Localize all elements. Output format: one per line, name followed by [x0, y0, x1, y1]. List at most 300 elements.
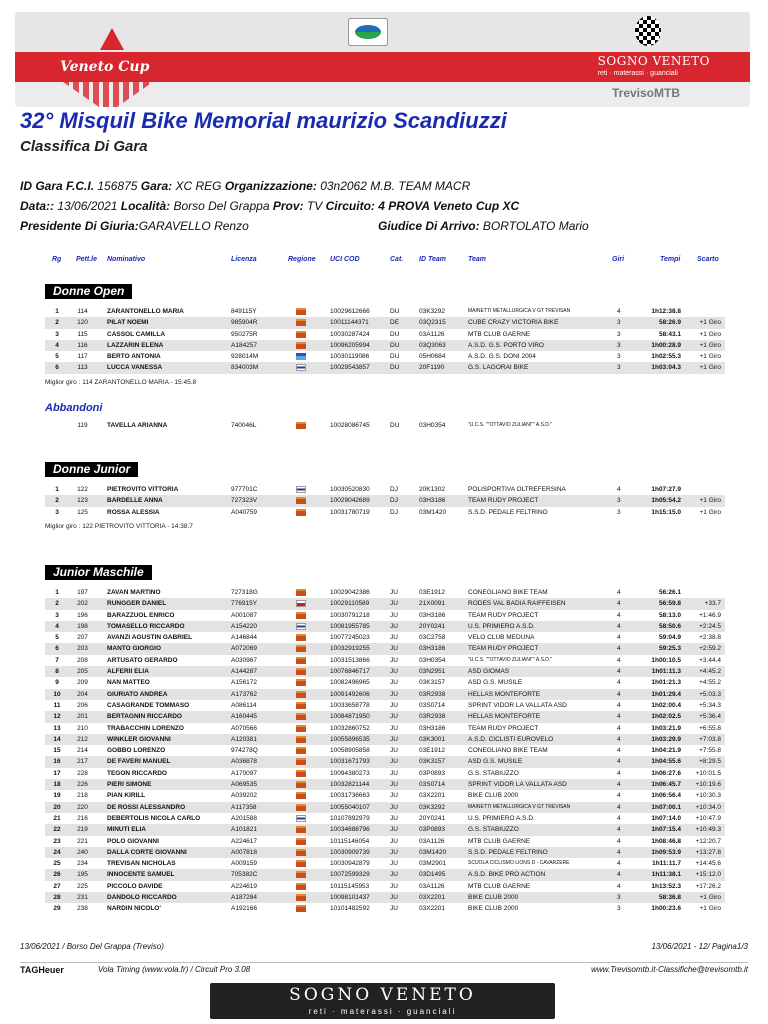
laps-cell: 4: [617, 860, 621, 868]
region-flag-icon: [296, 623, 306, 630]
category-cell: JU: [390, 769, 398, 777]
table-row: [45, 621, 725, 632]
region-flag-icon: [296, 736, 306, 743]
bib-cell: 122: [77, 486, 88, 493]
team-cell: A.S.D. BIKE PRO ACTION: [468, 871, 546, 879]
name-cell: BARAZZUOL ENRICO: [107, 611, 175, 619]
team-id-cell: 03S0714: [419, 701, 446, 709]
category-cell: DJ: [390, 486, 398, 493]
category-cell: JU: [390, 634, 398, 642]
time-cell: 58:13.0: [658, 611, 681, 619]
team-cell: MTB CLUB GAERNE: [468, 837, 531, 845]
category-cell: JU: [390, 589, 398, 596]
license-cell: A036878: [231, 758, 258, 766]
bib-cell: 116: [77, 341, 88, 349]
name-cell: DEBERTOLIS NICOLA CARLO: [107, 814, 201, 822]
table-row: [45, 756, 725, 767]
license-cell: A192166: [231, 905, 258, 913]
rank-cell: 4: [55, 341, 59, 349]
rank-cell: 3: [55, 611, 59, 619]
uci-cell: 10029110589: [330, 600, 370, 608]
team-id-cell: 03K3292: [419, 803, 446, 811]
category-cell: DU: [390, 353, 400, 361]
bib-cell: 234: [77, 860, 88, 868]
name-cell: DANDOLO RICCARDO: [107, 894, 177, 902]
team-cell: SCUOLA CICLISMO LIONS D - CAVARZERE: [468, 860, 570, 867]
laps-cell: 4: [617, 600, 621, 608]
uci-cell: 10032919255: [330, 645, 370, 653]
gap-cell: +8:29.5: [699, 758, 721, 766]
team-id-cell: 03D1495: [419, 871, 446, 879]
team-id-cell: 03M2901: [419, 860, 447, 868]
uci-cell: 10028086745: [330, 422, 370, 429]
table-row: [45, 734, 725, 745]
table-row: [45, 362, 725, 373]
table-row: [45, 813, 725, 824]
bib-cell: 117: [77, 353, 88, 361]
team-cell: ASD G.S. MUSILE: [468, 679, 523, 687]
team-id-cell: 03R2938: [419, 690, 446, 698]
sogno-veneto-subtext: reti · materassi · guanciali: [597, 70, 678, 77]
laps-cell: 3: [617, 508, 621, 516]
license-cell: 849115Y: [231, 308, 257, 315]
bib-cell: 125: [77, 508, 88, 516]
uci-cell: 10032821144: [330, 781, 370, 789]
name-cell: AVANZI AGUSTIN GABRIEL: [107, 634, 193, 642]
name-cell: BERTAGNIN RICCARDO: [107, 713, 182, 721]
rank-cell: 12: [53, 713, 61, 721]
gap-cell: +33.7: [704, 600, 721, 608]
gap-cell: +5:03.3: [699, 690, 721, 698]
bib-cell: 202: [77, 600, 88, 608]
category-cell: DU: [390, 422, 400, 429]
uci-cell: 10029543857: [330, 364, 370, 372]
category-cell: JU: [390, 837, 398, 845]
time-cell: 1h06:56.4: [651, 792, 681, 800]
table-row: [45, 632, 725, 643]
bib-cell: 217: [77, 758, 88, 766]
name-cell: DALLA CORTE GIOVANNI: [107, 848, 187, 856]
time-cell: 1h02:55.3: [651, 353, 681, 361]
team-cell: TEAM RUDY PROJECT: [468, 497, 539, 505]
category-cell: DU: [390, 330, 400, 338]
category-cell: JU: [390, 792, 398, 800]
name-cell: PIERI SIMONE: [107, 781, 152, 789]
region-flag-icon: [296, 713, 306, 720]
bib-cell: 198: [77, 622, 88, 630]
rank-cell: 3: [55, 330, 59, 338]
time-cell: 58:50.6: [658, 622, 681, 630]
fci-logo-icon: [348, 18, 388, 46]
page-title: 32° Misquil Bike Memorial maurizio Scandiuzzi: [20, 108, 507, 133]
bib-cell: 216: [77, 814, 88, 822]
name-cell: TREVISAN NICHOLAS: [107, 860, 176, 868]
license-cell: A201588: [231, 814, 258, 822]
category-cell: DJ: [390, 508, 398, 516]
team-cell: "U.C.S. ""OTTAVIO ZULIANI"" A.S.D.": [468, 656, 553, 663]
checkered-flag-icon: [635, 16, 661, 46]
uci-cell: 10031513866: [330, 656, 370, 664]
team-cell: SPRINT VIDOR LA VALLATA ASD: [468, 781, 567, 789]
table-row: [45, 847, 725, 858]
bib-cell: 221: [77, 837, 88, 845]
time-cell: 1h05:54.2: [651, 497, 681, 505]
rank-cell: 6: [55, 364, 59, 372]
team-cell: MAINETTI METALLURGICA V GT TREVISAN: [468, 308, 571, 314]
license-cell: A173762: [231, 690, 258, 698]
bib-cell: 208: [77, 656, 88, 664]
name-cell: RUNGGER DANIEL: [107, 600, 167, 608]
region-flag-icon: [296, 679, 306, 686]
rank-cell: 1: [55, 589, 59, 596]
rank-cell: 6: [55, 645, 59, 653]
license-cell: A072069: [231, 645, 258, 653]
uci-cell: 10072599329: [330, 871, 370, 879]
region-flag-icon: [296, 871, 306, 878]
results-table: [45, 484, 725, 518]
time-cell: 1h13:52.3: [651, 882, 681, 890]
table-row: [45, 643, 725, 654]
rank-cell: 25: [53, 860, 61, 868]
gap-cell: +10:19.6: [695, 781, 721, 789]
team-id-cell: 03X2201: [419, 905, 446, 913]
rank-cell: 18: [53, 781, 61, 789]
name-cell: GOBBO LORENZO: [107, 747, 166, 755]
page-subtitle: Classifica Di Gara: [20, 138, 148, 155]
team-id-cell: 03N2951: [419, 668, 446, 676]
rank-cell: 28: [53, 894, 61, 902]
time-cell: 1h00:10.5: [651, 656, 681, 664]
team-cell: SPRINT VIDOR LA VALLATA ASD: [468, 701, 567, 709]
laps-cell: 4: [617, 814, 621, 822]
bib-cell: 201: [77, 713, 88, 721]
table-row: [45, 836, 725, 847]
gap-cell: +2:24.5: [699, 622, 721, 630]
team-id-cell: 03X2201: [419, 792, 446, 800]
name-cell: INNOCENTE SAMUEL: [107, 871, 175, 879]
rank-cell: 5: [55, 353, 59, 361]
team-cell: MTB CLUB GAERNE: [468, 882, 531, 890]
region-flag-icon: [296, 725, 306, 732]
time-cell: 1h06:45.7: [651, 781, 681, 789]
table-row: [45, 420, 725, 431]
category-cell: DE: [390, 319, 400, 327]
category-cell: JU: [390, 600, 398, 608]
laps-cell: 3: [617, 353, 621, 361]
uci-cell: 10091492606: [330, 690, 370, 698]
rank-cell: 7: [55, 656, 59, 664]
license-cell: A069535: [231, 781, 258, 789]
name-cell: POLO GIOVANNI: [107, 837, 159, 845]
license-cell: A187284: [231, 894, 258, 902]
license-cell: A160445: [231, 713, 258, 721]
table-row: [45, 598, 725, 609]
time-cell: 1h03:04.3: [651, 364, 681, 372]
category-cell: JU: [390, 860, 398, 868]
team-cell: A.S.D. G.S. DONI 2004: [468, 353, 536, 361]
license-cell: A224617: [231, 837, 258, 845]
bib-cell: 238: [77, 905, 88, 913]
bib-cell: 114: [77, 308, 88, 315]
license-cell: A117358: [231, 803, 257, 811]
race-info-line-3: Presidente Di Giuria:GARAVELLO Renzo Giudice Di Arrivo: BORTOLATO Mario: [20, 219, 589, 233]
team-cell: G.S. STABIUZZO: [468, 769, 519, 777]
gap-cell: +1 Giro: [699, 364, 721, 372]
table-row: [45, 779, 725, 790]
region-flag-icon: [296, 422, 306, 429]
uci-cell: 10081955785: [330, 622, 370, 630]
rank-cell: 2: [55, 497, 59, 505]
name-cell: PILAT NOEMI: [107, 319, 149, 327]
name-cell: CASAGRANDE TOMMASO: [107, 701, 190, 709]
team-cell: S.S.D. PEDALE FELTRINO: [468, 848, 548, 856]
team-id-cell: 03K3157: [419, 679, 446, 687]
rank-cell: 17: [53, 769, 61, 777]
team-cell: A.S.D. G.S. PORTO VIRO: [468, 341, 544, 349]
region-flag-icon: [296, 838, 306, 845]
team-id-cell: 05H0684: [419, 353, 446, 361]
region-flag-icon: [296, 645, 306, 652]
category-cell: JU: [390, 848, 398, 856]
team-id-cell: 03C2758: [419, 634, 446, 642]
uci-cell: 10096205994: [330, 341, 370, 349]
time-cell: 1h07:27.9: [651, 486, 681, 493]
team-id-cell: 20K1302: [419, 486, 446, 493]
table-row: [45, 881, 725, 892]
time-cell: 1h06:27.6: [651, 769, 681, 777]
team-id-cell: 21X0091: [419, 600, 446, 608]
laps-cell: 4: [617, 486, 621, 493]
name-cell: ZAVAN MARTINO: [107, 589, 161, 596]
category-cell: JU: [390, 656, 398, 664]
laps-cell: 4: [617, 882, 621, 890]
uci-cell: 10115145953: [330, 882, 370, 890]
gap-cell: +3:44.4: [699, 656, 721, 664]
region-flag-icon: [296, 331, 306, 338]
category-cell: JU: [390, 679, 398, 687]
uci-cell: 10030791218: [330, 611, 370, 619]
name-cell: TAVELLA ARIANNA: [107, 422, 168, 429]
rank-cell: 16: [53, 758, 61, 766]
category-cell: JU: [390, 826, 398, 834]
region-flag-icon: [296, 600, 306, 607]
gap-cell: +10:47.9: [695, 814, 721, 822]
team-id-cell: 03K3157: [419, 758, 446, 766]
time-cell: 1h00:28.9: [651, 341, 681, 349]
license-cell: 985904R: [231, 319, 258, 327]
license-cell: 974278Q: [231, 747, 258, 755]
rank-cell: 2: [55, 600, 59, 608]
table-row: [45, 768, 725, 779]
race-info-line-2: Data:: 13/06/2021 Località: Borso Del Grappa Prov: TV Circuito: 4 PROVA Veneto Cup XC: [20, 199, 520, 213]
gap-cell: +1:46.9: [699, 611, 721, 619]
table-row: [45, 306, 725, 317]
bib-cell: 219: [77, 826, 88, 834]
rank-cell: 10: [53, 690, 61, 698]
gap-cell: +10:01.5: [695, 769, 721, 777]
uci-cell: 10101482592: [330, 905, 370, 913]
time-cell: 1h04:55.6: [651, 758, 681, 766]
laps-cell: 4: [617, 848, 621, 856]
laps-cell: 4: [617, 634, 621, 642]
name-cell: BERTO ANTONIA: [107, 353, 161, 361]
name-cell: NAN MATTEO: [107, 679, 150, 687]
uci-cell: 10107892979: [330, 814, 370, 822]
column-headers: Rg Pett.le Nominativo Licenza Regione UCI COD Cat. ID Team Team Giri Tempi Scarto: [52, 256, 719, 263]
team-cell: HELLAS MONTEFORTE: [468, 690, 541, 698]
category-cell: JU: [390, 781, 398, 789]
laps-cell: 4: [617, 758, 621, 766]
team-cell: "U.C.S. ""OTTAVIO ZULIANI"" A.S.D.": [468, 422, 553, 428]
time-cell: 1h11:38.1: [651, 871, 681, 879]
license-cell: A224619: [231, 882, 258, 890]
category-cell: JU: [390, 803, 398, 811]
bib-cell: 197: [77, 589, 88, 596]
team-id-cell: 03A1126: [419, 330, 445, 338]
region-flag-icon: [296, 826, 306, 833]
uci-cell: 10076846717: [330, 668, 370, 676]
rank-cell: 9: [55, 679, 59, 687]
team-cell: CUBE CRAZY VICTORIA BIKE: [468, 319, 559, 327]
team-id-cell: 03P0893: [419, 769, 446, 777]
table-row: [45, 610, 725, 621]
category-cell: JU: [390, 645, 398, 653]
region-flag-icon: [296, 770, 306, 777]
bib-cell: 231: [77, 894, 88, 902]
region-flag-icon: [296, 634, 306, 641]
team-cell: S.S.D. PEDALE FELTRINO: [468, 508, 548, 516]
team-id-cell: 03H0354: [419, 422, 446, 429]
time-cell: 59:04.9: [658, 634, 681, 642]
laps-cell: 3: [617, 330, 621, 338]
laps-cell: 4: [617, 622, 621, 630]
license-cell: A154220: [231, 622, 258, 630]
uci-cell: 10030909739: [330, 848, 370, 856]
laps-cell: 3: [617, 341, 621, 349]
region-flag-icon: [296, 342, 306, 349]
decorative-pattern: [63, 82, 153, 107]
team-cell: MTB CLUB GAERNE: [468, 330, 531, 338]
rank-cell: 19: [53, 792, 61, 800]
team-cell: U.S. PRIMIERO A.S.D.: [468, 622, 535, 630]
table-row: [45, 666, 725, 677]
team-id-cell: 03A1126: [419, 837, 445, 845]
laps-cell: 4: [617, 747, 621, 755]
region-flag-icon: [296, 905, 306, 912]
region-flag-icon: [296, 509, 306, 516]
footer-site: www.Trevisomtb.it-Classifiche@trevisomtb.it: [591, 965, 748, 974]
name-cell: LAZZARIN ELENA: [107, 341, 164, 349]
team-id-cell: 03P0893: [419, 826, 446, 834]
table-row: [45, 790, 725, 801]
gap-cell: +5:36.4: [699, 713, 721, 721]
tagheuer-logo: TAGHeuer: [20, 965, 64, 975]
rank-cell: 11: [53, 701, 61, 709]
team-cell: HELLAS MONTEFORTE: [468, 713, 541, 721]
category-cell: JU: [390, 882, 398, 890]
uci-cell: 10033658778: [330, 701, 370, 709]
time-cell: 1h15:15.0: [651, 508, 681, 516]
license-cell: A170097: [231, 769, 258, 777]
rank-cell: 3: [55, 508, 59, 516]
table-row: [45, 723, 725, 734]
section-title-junior-maschile: Junior Maschile: [45, 565, 152, 580]
gap-cell: +14:45.6: [695, 860, 721, 868]
uci-cell: 10058905858: [330, 747, 370, 755]
team-cell: TEAM RUDY PROJECT: [468, 645, 539, 653]
rank-cell: 4: [55, 622, 59, 630]
team-cell: POLISPORTIVA OLTREFERSINA: [468, 486, 566, 493]
region-flag-icon: [296, 747, 306, 754]
team-id-cell: 03X2201: [419, 894, 446, 902]
license-cell: 977701C: [231, 486, 258, 493]
table-row: [45, 802, 725, 813]
name-cell: TEGON RICCARDO: [107, 769, 167, 777]
uci-cell: 10055896535: [330, 735, 370, 743]
results-table: [45, 420, 725, 431]
gap-cell: +10:30.3: [695, 792, 721, 800]
laps-cell: 4: [617, 589, 621, 596]
uci-cell: 10031780719: [330, 508, 370, 516]
table-row: [45, 587, 725, 598]
region-flag-icon: [296, 691, 306, 698]
category-cell: JU: [390, 713, 398, 721]
time-cell: 1h03:29.9: [651, 735, 681, 743]
license-cell: 740046L: [231, 422, 257, 429]
uci-cell: 10011144371: [330, 319, 369, 327]
region-flag-icon: [296, 486, 306, 493]
laps-cell: 4: [617, 724, 621, 732]
gap-cell: +1 Giro: [699, 353, 721, 361]
laps-cell: 4: [617, 679, 621, 687]
gap-cell: +15:12.0: [695, 871, 721, 879]
license-cell: A001087: [231, 611, 258, 619]
uci-cell: 10030119086: [330, 353, 370, 361]
category-cell: JU: [390, 724, 398, 732]
bib-cell: 196: [77, 611, 88, 619]
uci-cell: 10029042386: [330, 589, 370, 596]
gap-cell: +6:55.8: [699, 724, 721, 732]
category-cell: DU: [390, 364, 400, 372]
bib-cell: 206: [77, 701, 88, 709]
region-flag-icon: [296, 668, 306, 675]
rank-cell: 2: [55, 319, 59, 327]
license-cell: A101821: [231, 826, 258, 834]
license-cell: A030967: [231, 656, 258, 664]
laps-cell: 4: [617, 826, 621, 834]
bib-cell: 205: [77, 668, 88, 676]
bib-cell: 207: [77, 634, 88, 642]
license-cell: A146844: [231, 634, 258, 642]
team-id-cell: 03M1420: [419, 508, 447, 516]
region-flag-icon: [296, 894, 306, 901]
uci-cell: 10115146054: [330, 837, 370, 845]
rank-cell: 23: [53, 837, 61, 845]
category-cell: JU: [390, 758, 398, 766]
region-flag-icon: [296, 860, 306, 867]
time-cell: 58:26.9: [658, 319, 681, 327]
uci-cell: 10030520830: [330, 486, 370, 493]
region-flag-icon: [296, 319, 306, 326]
bib-cell: 212: [77, 735, 88, 743]
time-cell: 1h01:21.3: [651, 679, 681, 687]
name-cell: ARTUSATO GERARDO: [107, 656, 178, 664]
license-cell: A120381: [231, 735, 258, 743]
rank-cell: 22: [53, 826, 61, 834]
team-id-cell: 20Y0241: [419, 814, 446, 822]
uci-cell: 10031736663: [330, 792, 370, 800]
time-cell: 1h02:02.5: [651, 713, 681, 721]
